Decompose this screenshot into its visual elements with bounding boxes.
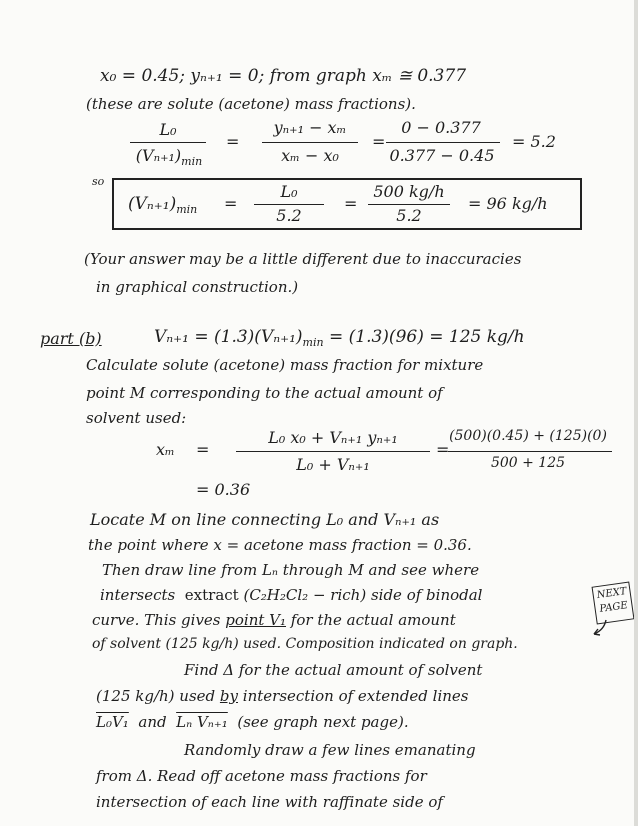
eq3-numerator: L₀ x₀ + Vₙ₊₁ yₙ₊₁: [268, 428, 398, 447]
line-l0v1: L₀V₁: [96, 713, 129, 731]
paragraph-4-line-1: Randomly draw a few lines emanating: [184, 741, 476, 759]
eq2-lhs: [128, 194, 197, 220]
r2-part-d: intersection of extended lines: [242, 687, 469, 705]
mass-fraction-note: (these are solute (acetone) mass fractions).: [86, 95, 416, 113]
eq1-lhs-den-sub: min: [181, 155, 203, 168]
eq3-result: = 0.36: [196, 480, 251, 499]
extract-word: extract: [184, 586, 239, 604]
eq2-lhs-text: (Vₙ₊₁): [128, 194, 177, 214]
given-values-line: x₀ = 0.45; yₙ₊₁ = 0; from graph xₘ ≅ 0.377: [100, 66, 467, 86]
q4-part-a: intersects: [100, 586, 176, 604]
next-page-word-1: NEXT: [596, 586, 628, 602]
eq2-equals-b: =: [344, 194, 358, 213]
eq2-den-2: 5.2: [396, 206, 422, 225]
next-page-word-2: PAGE: [598, 600, 629, 615]
eq1-equals-b: =: [372, 132, 386, 151]
q4-part-c: (C₂H₂Cl₂ − rich) side of binodal: [243, 586, 483, 604]
accuracy-note-line-1: (Your answer may be a little different due to inaccuracies: [84, 250, 522, 268]
part-b-label: part (b): [40, 329, 102, 348]
actual-solvent-equation: [154, 327, 525, 353]
accuracy-note-line-2: in graphical construction.): [96, 278, 299, 296]
paragraph-3-line-2: [96, 686, 469, 706]
paragraph-2-line-6: of solvent (125 kg/h) used. Composition indicated on graph.: [92, 636, 518, 652]
part-b-eq-sub: min: [302, 336, 324, 349]
eq1-mid-bar: [262, 142, 358, 143]
point-v1: point V₁: [225, 611, 287, 629]
paragraph-1-line-2: point M corresponding to the actual amount of: [86, 384, 443, 402]
eq2-result: = 96 kg/h: [468, 194, 548, 213]
eq1-lhs-denominator: [124, 146, 214, 168]
eq1-equals-a: =: [226, 132, 240, 151]
part-b-eq-text: Vₙ₊₁ = (1.3)(Vₙ₊₁): [154, 327, 303, 347]
r3-and: and: [138, 713, 167, 731]
eq3-bar: [236, 451, 430, 452]
paragraph-2-line-2: the point where x = acetone mass fraction = 0.36.: [88, 536, 472, 554]
paragraph-2-line-4: [100, 585, 482, 605]
eq2-num-2: 500 kg/h: [373, 182, 445, 201]
eq2-equals-a: =: [224, 194, 238, 213]
eq1-result: = 5.2: [512, 132, 556, 151]
paragraph-3-line-3: [96, 712, 409, 732]
eq2-bar-1: [254, 204, 324, 205]
eq1-right-bar: [386, 142, 500, 143]
paragraph-1-line-1: Calculate solute (acetone) mass fraction for mixture: [86, 356, 484, 374]
r2-part-by: by: [219, 687, 238, 705]
eq3-equals-a: =: [196, 440, 210, 459]
eq1-mid-numerator: yₙ₊₁ − xₘ: [273, 118, 347, 137]
paragraph-1-line-3: solvent used:: [86, 409, 187, 427]
eq3-denominator: L₀ + Vₙ₊₁: [296, 455, 370, 474]
paragraph-2-line-1: Locate M on line connecting L₀ and Vₙ₊₁ as: [90, 510, 440, 529]
eq3-right-numerator: (500)(0.45) + (125)(0): [449, 428, 607, 444]
r3-part-d: (see graph next page).: [237, 713, 409, 731]
paragraph-4-line-3: intersection of each line with raffinate side of: [96, 793, 443, 811]
eq1-lhs-den-text: (Vₙ₊₁): [135, 146, 182, 165]
eq2-num-1: L₀: [280, 182, 298, 201]
eq1-right-denominator: 0.377 − 0.45: [389, 146, 495, 165]
arrow-icon: [588, 618, 612, 640]
page-edge: [634, 0, 638, 826]
eq2-den-1: 5.2: [276, 206, 302, 225]
q5-part-a: curve. This gives: [92, 611, 221, 629]
paragraph-4-line-2: from Δ. Read off acetone mass fractions for: [96, 767, 427, 785]
eq3-lhs: xₘ: [156, 440, 175, 459]
q5-part-c: for the actual amount: [290, 611, 456, 629]
paragraph-3-line-1: Find Δ for the actual amount of solvent: [184, 661, 483, 679]
eq1-right-numerator: 0 − 0.377: [401, 118, 481, 137]
min-solvent-result-box: [112, 178, 582, 230]
eq2-lhs-sub: min: [176, 203, 198, 216]
eq3-right-denominator: 500 + 125: [490, 455, 566, 471]
part-b-eq-rest: = (1.3)(96) = 125 kg/h: [323, 327, 525, 347]
line-lnvn1: Lₙ Vₙ₊₁: [176, 713, 228, 731]
eq1-lhs-bar: [130, 142, 206, 143]
r2-part-b: used: [179, 687, 216, 705]
eq1-mid-denominator: xₘ − x₀: [281, 146, 339, 165]
paragraph-2-line-5: [92, 610, 456, 630]
so-marker: so: [92, 175, 105, 188]
eq3-right-bar: [448, 451, 612, 452]
eq2-bar-2: [368, 204, 450, 205]
r2-part-a: (125 kg/h): [96, 687, 175, 705]
eq1-lhs-numerator: L₀: [159, 120, 177, 139]
paragraph-2-line-3: Then draw line from Lₙ through M and see where: [102, 561, 480, 579]
eq3-equals-b: =: [436, 440, 450, 459]
